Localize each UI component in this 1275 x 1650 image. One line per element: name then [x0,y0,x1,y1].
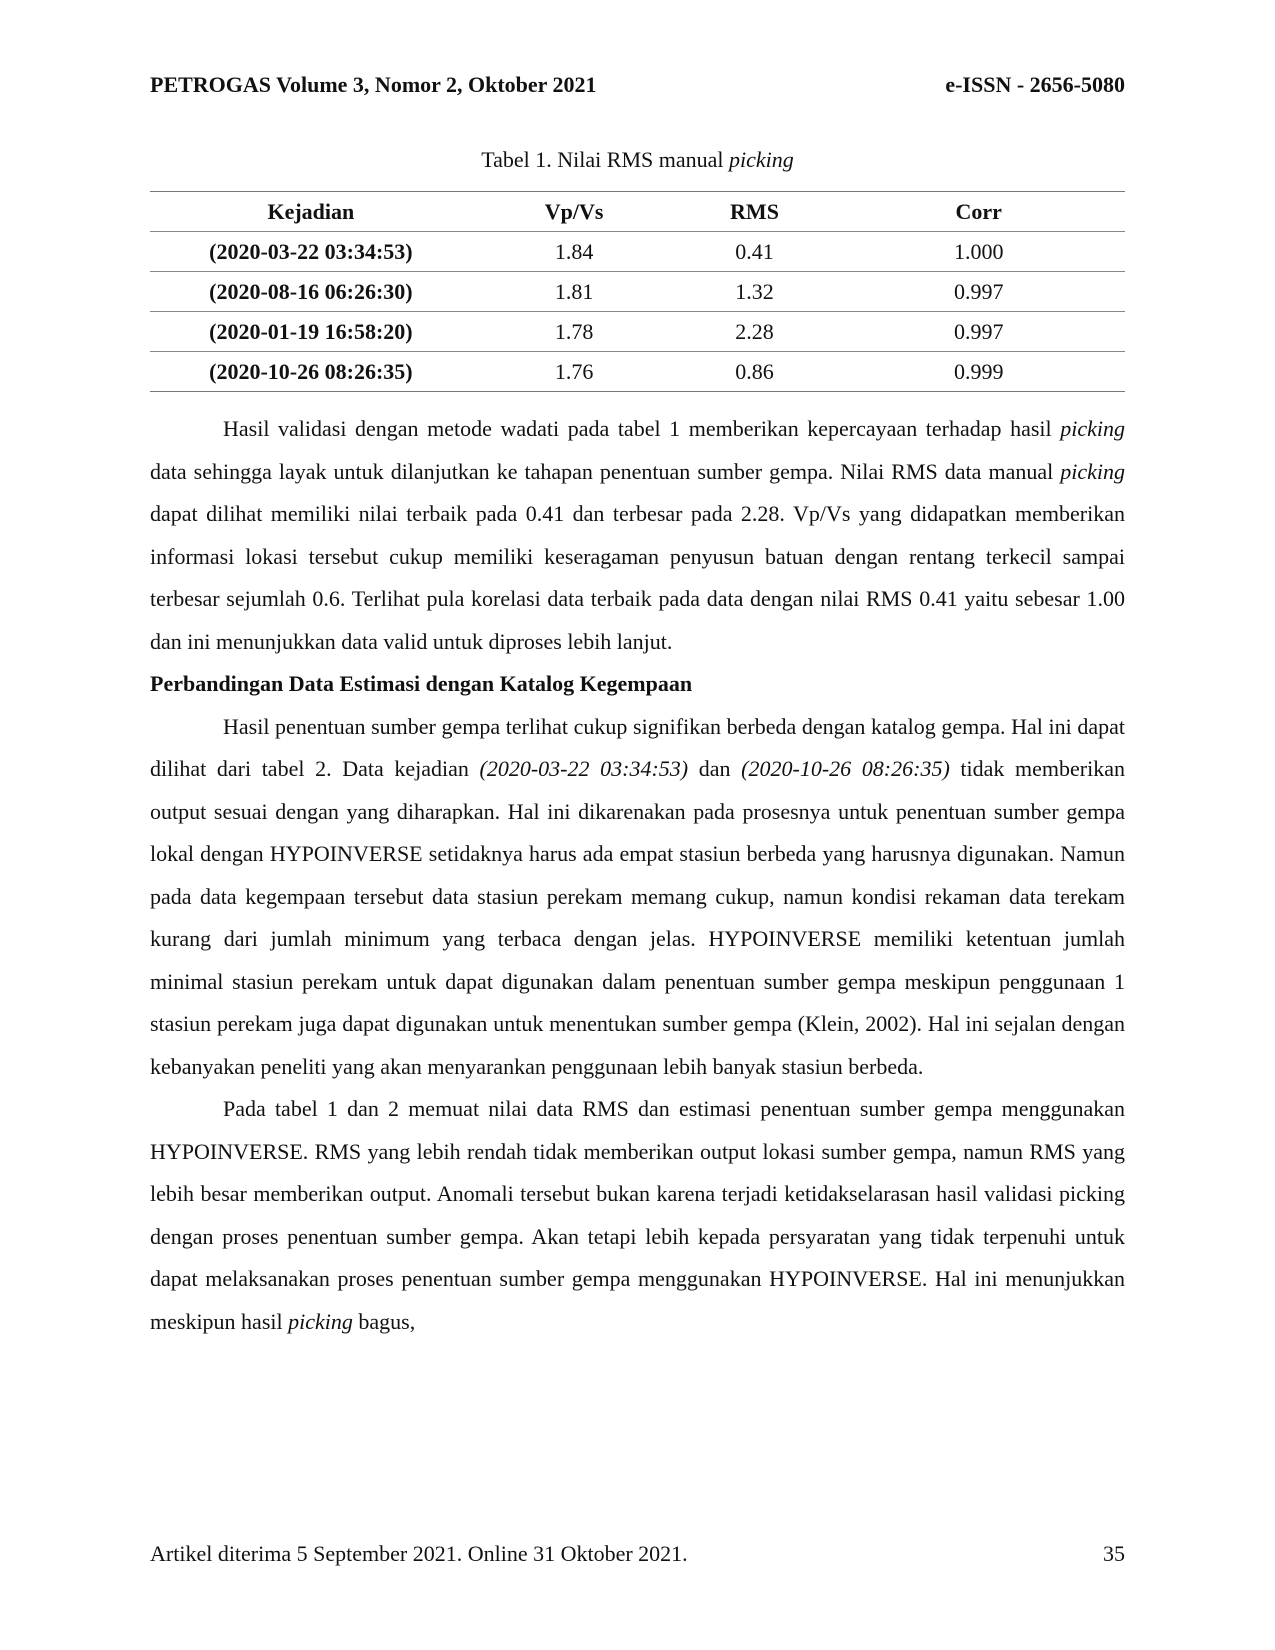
paragraph-2 [150,706,1125,1089]
paragraph-3 [150,1088,1125,1343]
table-row [150,352,1125,392]
cell-corr: 0.999 [833,352,1126,392]
italic-term: picking [1060,458,1125,484]
table-header-row [150,192,1125,232]
cell-rms: 0.41 [677,232,833,272]
cell-vpvs: 1.81 [472,272,677,312]
cell-vpvs: 1.78 [472,312,677,352]
italic-term: picking [1060,416,1125,441]
caption-italic: picking [729,147,794,172]
cell-rms: 1.32 [677,272,833,312]
paragraph-1 [150,408,1125,663]
cell-vpvs: 1.76 [472,352,677,392]
text-run: bagus, [352,1308,416,1334]
col-vpvs: Vp/Vs [472,192,677,232]
cell-vpvs: 1.84 [472,232,677,272]
table-row [150,312,1125,352]
text-run: dan [688,756,742,781]
journal-title: PETROGAS Volume 3, Nomor 2, Oktober 2021 [150,72,597,97]
running-header [150,72,1125,98]
cell-rms: 2.28 [677,312,833,352]
cell-kejadian: (2020-08-16 06:26:30) [150,272,472,312]
italic-date: (2020-03-22 03:34:53) [479,756,689,781]
page-number: 35 [1103,1541,1125,1566]
cell-corr: 0.997 [833,272,1126,312]
cell-kejadian: (2020-03-22 03:34:53) [150,232,472,272]
caption-text: Tabel 1. Nilai RMS manual [481,147,729,172]
col-kejadian: Kejadian [150,192,472,232]
text-run: dapat dilihat memiliki nilai terbaik pada 0.41 dan terbesar pada 2.28. Vp/Vs yang didapatkan memberikan informasi lokasi tersebut cukup memiliki keseragaman penyusun batuan dengan rentang terkecil sampai terbesar sejumlah 0.6. Terlihat pula korelasi data terbaik pada data dengan nilai RMS 0.41 yaitu sebesar 1.00 dan ini menunjukkan data valid untuk diproses lebih lanjut. [150,501,1125,654]
issn: e-ISSN - 2656-5080 [945,72,1125,97]
page-footer [150,1541,1125,1567]
text-run: tidak memberikan output sesuai dengan yang diharapkan. Hal ini dikarenakan pada prosesnya untuk penentuan sumber gempa lokal dengan HYPOINVERSE setidaknya harus ada empat stasiun berbeda yang harusnya digunakan. Namun pada data kegempaan tersebut data stasiun perekam memang cukup, namun kondisi rekaman data terekam kurang dari jumlah minimum yang terbaca dengan jelas. HYPOINVERSE memiliki ketentuan jumlah minimal stasiun perekam untuk dapat digunakan dalam penentuan sumber gempa meskipun penggunaan 1 stasiun perekam juga dapat digunakan untuk menentukan sumber gempa (Klein, 2002). Hal ini sejalan dengan kebanyakan peneliti yang akan menyarankan penggunaan lebih banyak stasiun berbeda. [150,756,1125,1079]
cell-rms: 0.86 [677,352,833,392]
text-run: Hasil penentuan sumber gempa terlihat cukup signifikan berbeda dengan katalog gempa. Hal ini dapat dilihat dari tabel 2. Data kejadian [150,713,1125,781]
text-run: Pada tabel 1 dan 2 memuat nilai data RMS dan estimasi penentuan sumber gempa menggunakan HYPOINVERSE. RMS yang lebih rendah tidak memberikan output lokasi sumber gempa, namun RMS yang lebih besar memberikan output. Anomali tersebut bukan karena terjadi ketidakselarasan hasil validasi picking dengan proses penentuan sumber gempa. Akan tetapi lebih kepada persyaratan yang tidak terpenuhi untuk dapat melaksanakan proses penentuan sumber gempa menggunakan HYPOINVERSE. Hal ini menunjukkan meskipun hasil [150,1096,1125,1334]
col-rms: RMS [677,192,833,232]
cell-kejadian: (2020-01-19 16:58:20) [150,312,472,352]
table-row [150,272,1125,312]
rms-table [150,191,1125,392]
text-run: data sehingga layak untuk dilanjutkan ke tahapan penentuan sumber gempa. Nilai RMS data manual [150,458,1061,484]
body-text [150,408,1125,1343]
italic-term: picking [288,1308,353,1334]
section-heading: Perbandingan Data Estimasi dengan Katalog Kegempaan [150,671,693,696]
col-corr: Corr [833,192,1126,232]
cell-corr: 0.997 [833,312,1126,352]
italic-date: (2020-10-26 08:26:35) [741,756,950,781]
table-caption [0,147,1275,173]
cell-kejadian: (2020-10-26 08:26:35) [150,352,472,392]
footer-note: Artikel diterima 5 September 2021. Online 31 Oktober 2021. [150,1541,688,1566]
table-row [150,232,1125,272]
cell-corr: 1.000 [833,232,1126,272]
text-run: Hasil validasi dengan metode wadati pada tabel 1 memberikan kepercayaan terhadap hasil [223,416,1061,441]
